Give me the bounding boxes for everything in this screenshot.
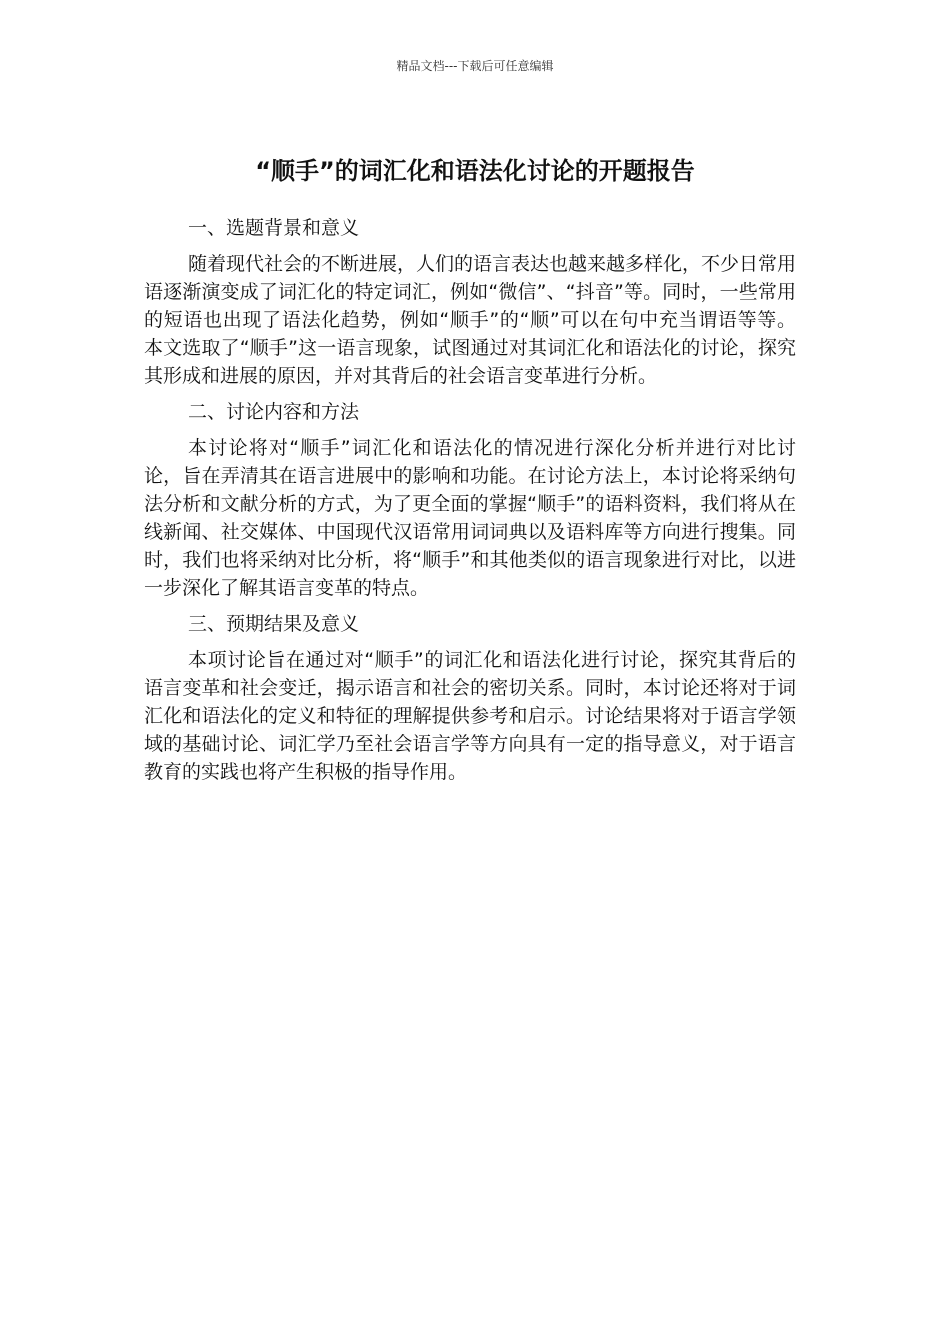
section-paragraph: 本讨论将对“顺手”词汇化和语法化的情况进行深化分析并进行对比讨论，旨在弄清其在语言进展中的影响和功能。在讨论方法上，本讨论将采纳句法分析和文献分析的方式，为了更全面的掌握“顺手”的语料资料，我们将从在线新闻、社交媒体、中国现代汉语常用词词典以及语料库等方向进行搜集。同时，我们也将采纳对比分析，将“顺手”和其他类似的语言现象进行对比，以进一步深化了解其语言变革的特点。: [144, 437, 796, 599]
section-paragraph: 随着现代社会的不断进展，人们的语言表达也越来越多样化，不少日常用语逐渐演变成了词汇化的特定词汇，例如“微信”、“抖音”等。同时，一些常用的短语也出现了语法化趋势，例如“顺手”的“顺”可以在句中充当谓语等等。 本文选取了“顺手”这一语言现象，试图通过对其词汇化和语法化的讨论，探究其形成和进展的原因，并对其背后的社会语言变革进行分析。: [144, 253, 797, 387]
section-paragraph: 本项讨论旨在通过对“顺手”的词汇化和语法化进行讨论，探究其背后的语言变革和社会变迁，揭示语言和社会的密切关系。同时，本讨论还将对于词汇化和语法化的定义和特征的理解提供参考和启示。讨论结果将对于语言学领域的基础讨论、词汇学乃至社会语言学等方向具有一定的指导意义，对于语言教育的实践也将产生积极的指导作用。: [144, 649, 796, 783]
header-note: 精品文档---下载后可任意编辑: [396, 59, 554, 73]
section-expected-results: [144, 610, 796, 786]
section-heading: 一、选题背景和意义: [188, 217, 360, 239]
section-background: [144, 214, 796, 390]
document-title: “顺手”的词汇化和语法化讨论的开题报告: [255, 157, 695, 186]
document-body: [144, 214, 796, 794]
section-heading: 三、预期结果及意义: [188, 613, 360, 635]
section-methods: [144, 398, 796, 602]
section-heading: 二、讨论内容和方法: [188, 401, 360, 423]
